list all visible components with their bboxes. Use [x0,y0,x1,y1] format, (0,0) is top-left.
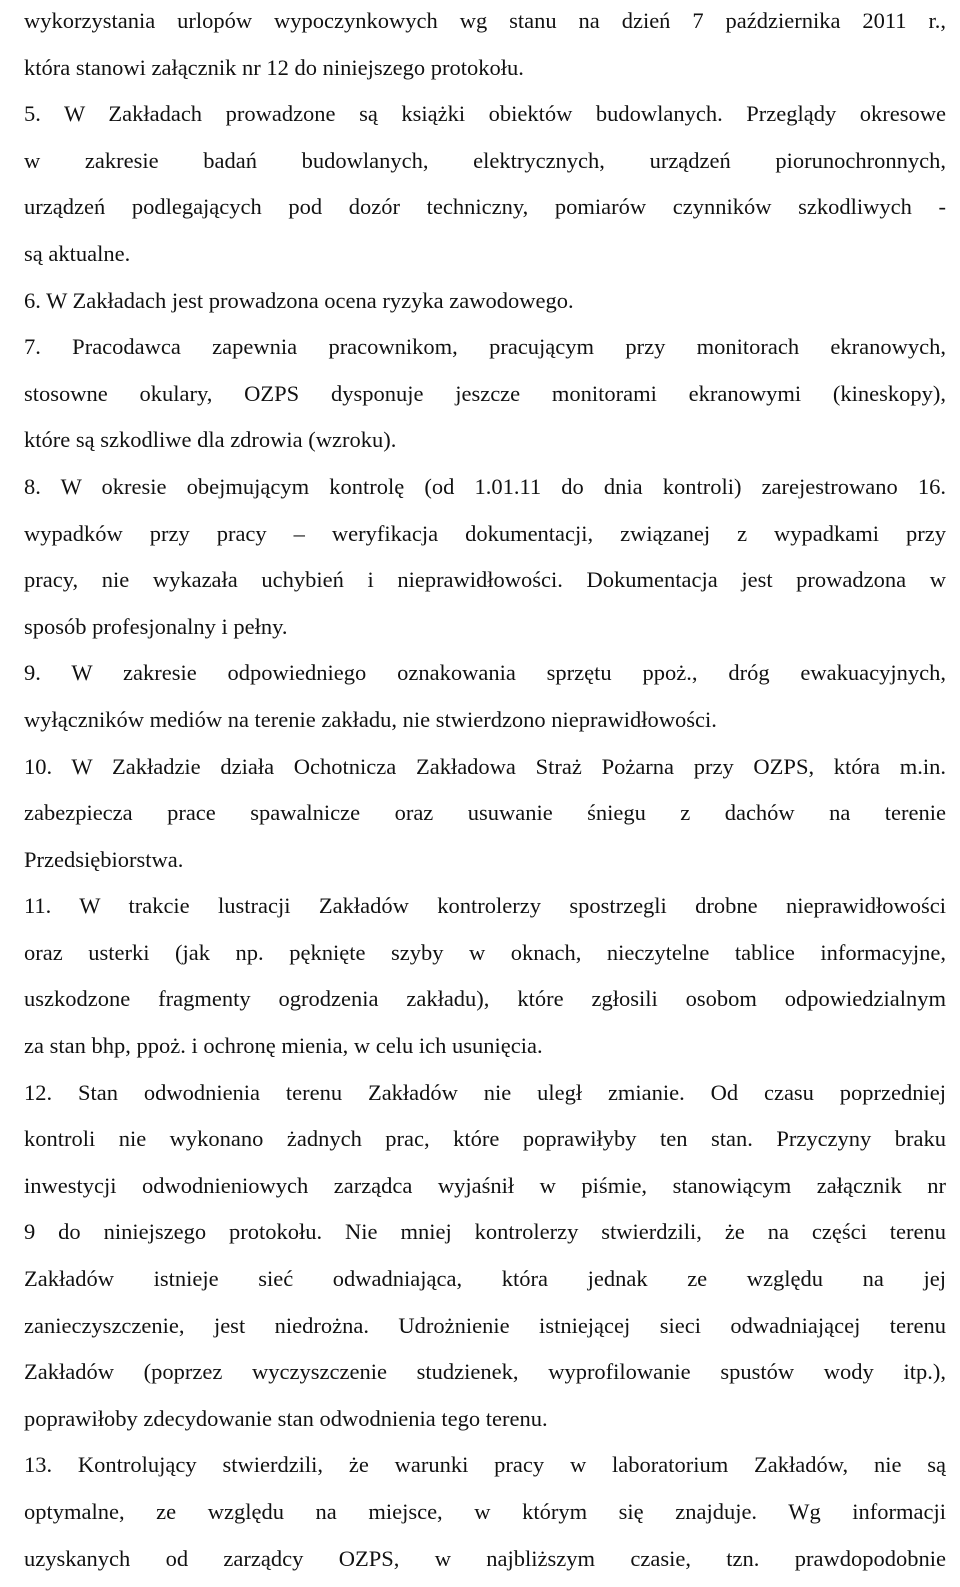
text-line: 6. W Zakładach jest prowadzona ocena ryzyka zawodowego. [24,287,574,313]
text-line: 12. Stan odwodnienia terenu Zakładów nie uległ zmianie. Od czasu poprzedniej [24,1079,946,1105]
text-line: oraz usterki (jak np. pęknięte szyby w oknach, nieczytelne tablice informacyjne, [24,939,946,965]
text-line: optymalne, ze względu na miejsce, w którym się znajduje. Wg informacji [24,1499,946,1524]
text-line: 5. W Zakładach prowadzone są książki obiektów budowlanych. Przeglądy okresowe [24,101,946,127]
text-line: są aktualne. [24,240,131,266]
text-line: pracy, nie wykazała uchybień i nieprawidłowości. Dokumentacja jest prowadzona w [24,567,946,593]
document-body [24,0,946,1582]
text-line: stosowne okulary, OZPS dysponuje jeszcze monitorami ekranowymi (kineskopy), [24,380,946,406]
text-line: Przedsiębiorstwa. [24,846,184,872]
text-line: wyłączników mediów na terenie zakładu, nie stwierdzono nieprawidłowości. [24,706,717,732]
text-line: uzyskanych od zarządcy OZPS, w najbliższym czasie, tzn. prawdopodobnie [24,1545,946,1571]
text-line: 8. W okresie obejmującym kontrolę (od 1.01.11 do dnia kontroli) zarejestrowano 16. [24,473,946,499]
document-page [24,0,946,1582]
text-line: wykorzystania urlopów wypoczynkowych wg stanu na dzień 7 października 2011 r., [24,8,946,33]
text-line: w zakresie badań budowlanych, elektrycznych, urządzeń piorunochronnych, [24,147,946,173]
text-line: inwestycji odwodnieniowych zarządca wyjaśnił w piśmie, stanowiącym załącznik nr [24,1172,946,1198]
text-line: urządzeń podlegających pod dozór techniczny, pomiarów czynników szkodliwych - [24,194,946,220]
text-line: 7. Pracodawca zapewnia pracownikom, pracującym przy monitorach ekranowych, [24,334,946,360]
text-line: sposób profesjonalny i pełny. [24,613,288,639]
text-line: 11. W trakcie lustracji Zakładów kontrolerzy spostrzegli drobne nieprawidłowości [24,893,946,919]
text-line: Zakładów (poprzez wyczyszczenie studzienek, wyprofilowanie spustów wody itp.), [24,1359,946,1385]
text-line: które są szkodliwe dla zdrowia (wzroku). [24,427,397,453]
text-line: poprawiłoby zdecydowanie stan odwodnienia tego terenu. [24,1405,548,1431]
text-line: za stan bhp, ppoż. i ochronę mienia, w celu ich usunięcia. [24,1033,543,1059]
text-line: 9. W zakresie odpowiedniego oznakowania sprzętu ppoż., dróg ewakuacyjnych, [24,660,946,686]
text-line: 9 do niniejszego protokołu. Nie mniej kontrolerzy stwierdzili, że na części terenu [24,1219,946,1245]
text-line: zanieczyszczenie, jest niedrożna. Udrożnienie istniejącej sieci odwadniającej terenu [24,1312,946,1338]
text-line: wypadków przy pracy – weryfikacja dokumentacji, związanej z wypadkami przy [24,520,946,546]
text-line: 10. W Zakładzie działa Ochotnicza Zakładowa Straż Pożarna przy OZPS, która m.in. [24,753,946,779]
text-line: która stanowi załącznik nr 12 do niniejszego protokołu. [24,54,524,80]
text-line: zabezpiecza prace spawalnicze oraz usuwanie śniegu z dachów na terenie [24,800,946,826]
text-line: uszkodzone fragmenty ogrodzenia zakładu), które zgłosili osobom odpowiedzialnym [24,986,946,1012]
text-line: kontroli nie wykonano żadnych prac, które poprawiłyby ten stan. Przyczyny braku [24,1126,946,1152]
text-line: 13. Kontrolujący stwierdzili, że warunki pracy w laboratorium Zakładów, nie są [24,1452,946,1478]
text-line: Zakładów istnieje sieć odwadniająca, która jednak ze względu na jej [24,1266,946,1292]
